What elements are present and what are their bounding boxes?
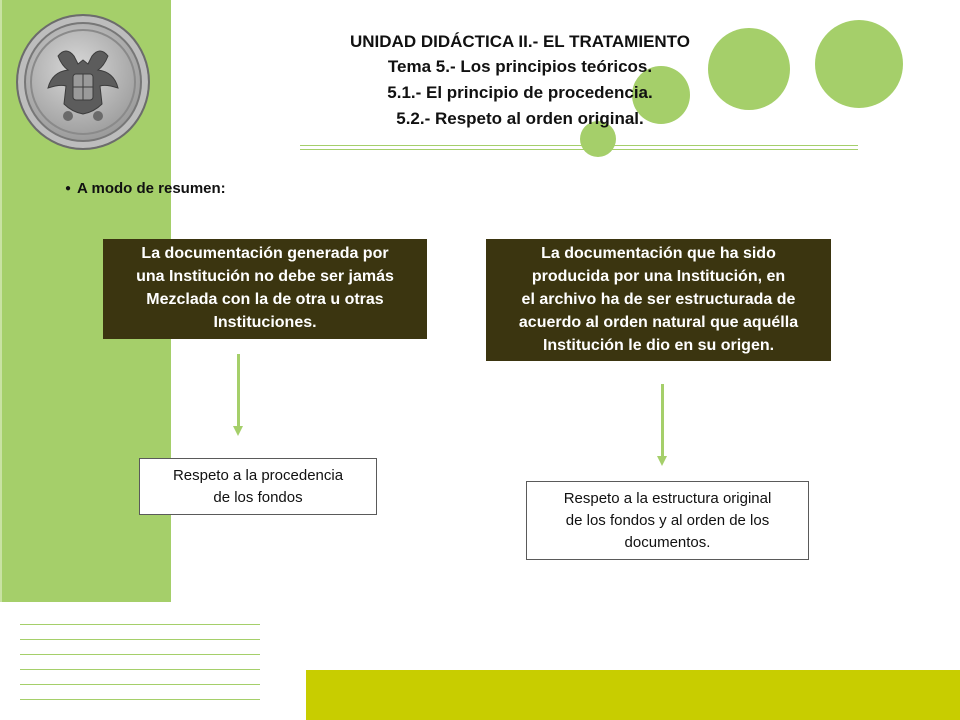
subtopic-title-2: 5.2.- Respeto al orden original. (396, 109, 644, 128)
left-arrow-down-icon (233, 426, 243, 436)
provenance-result-box (139, 458, 377, 515)
topic-title: Tema 5.- Los principios teóricos. (387, 57, 653, 76)
right-arrow-shaft (661, 384, 664, 456)
box-line: acuerdo al orden natural que aquélla (518, 314, 799, 331)
box-line: Respeto a la procedencia (172, 467, 344, 484)
box-line: La documentación que ha sido (541, 245, 776, 262)
header-divider-2 (300, 149, 858, 150)
box-line: Respeto a la estructura original (563, 490, 772, 507)
provenance-rule-box (103, 239, 427, 339)
slide-title (290, 30, 750, 132)
original-order-rule-box (486, 239, 831, 361)
heraldic-seal-icon (16, 14, 150, 150)
summary-bullet-text: A modo de resumen: (77, 180, 226, 197)
box-line: Institución le dio en su origen. (542, 337, 775, 354)
footer-line (20, 639, 260, 640)
footer-line (20, 669, 260, 670)
box-line: La documentación generada por (141, 245, 389, 262)
box-line: de los fondos y al orden de los (565, 512, 770, 529)
bullet-dot-icon: ● (65, 183, 72, 194)
summary-bullet (65, 180, 226, 197)
footer-line (20, 684, 260, 685)
subtopic-title-1: 5.1.- El principio de procedencia. (387, 83, 653, 102)
right-arrow-down-icon (657, 456, 667, 466)
header-divider-1 (300, 145, 858, 146)
left-band-edge (0, 0, 2, 602)
box-line: documentos. (624, 534, 711, 551)
box-line: producida por una Institución, en (531, 268, 786, 285)
box-line: una Institución no debe ser jamás (136, 268, 394, 285)
box-line: Instituciones. (213, 314, 317, 331)
box-line: de los fondos (213, 489, 303, 506)
footer-line (20, 624, 260, 625)
unit-title: UNIDAD DIDÁCTICA II.- EL TRATAMIENTO (350, 32, 690, 51)
footer-accent-bar (306, 670, 960, 720)
decor-circle-large (815, 20, 903, 108)
box-line: Mezclada con la de otra u otras (146, 291, 384, 308)
footer-line (20, 654, 260, 655)
footer-lines (20, 624, 260, 714)
box-line: el archivo ha de ser estructurada de (521, 291, 796, 308)
footer-line (20, 699, 260, 700)
left-arrow-shaft (237, 354, 240, 426)
original-order-result-box (526, 481, 809, 560)
